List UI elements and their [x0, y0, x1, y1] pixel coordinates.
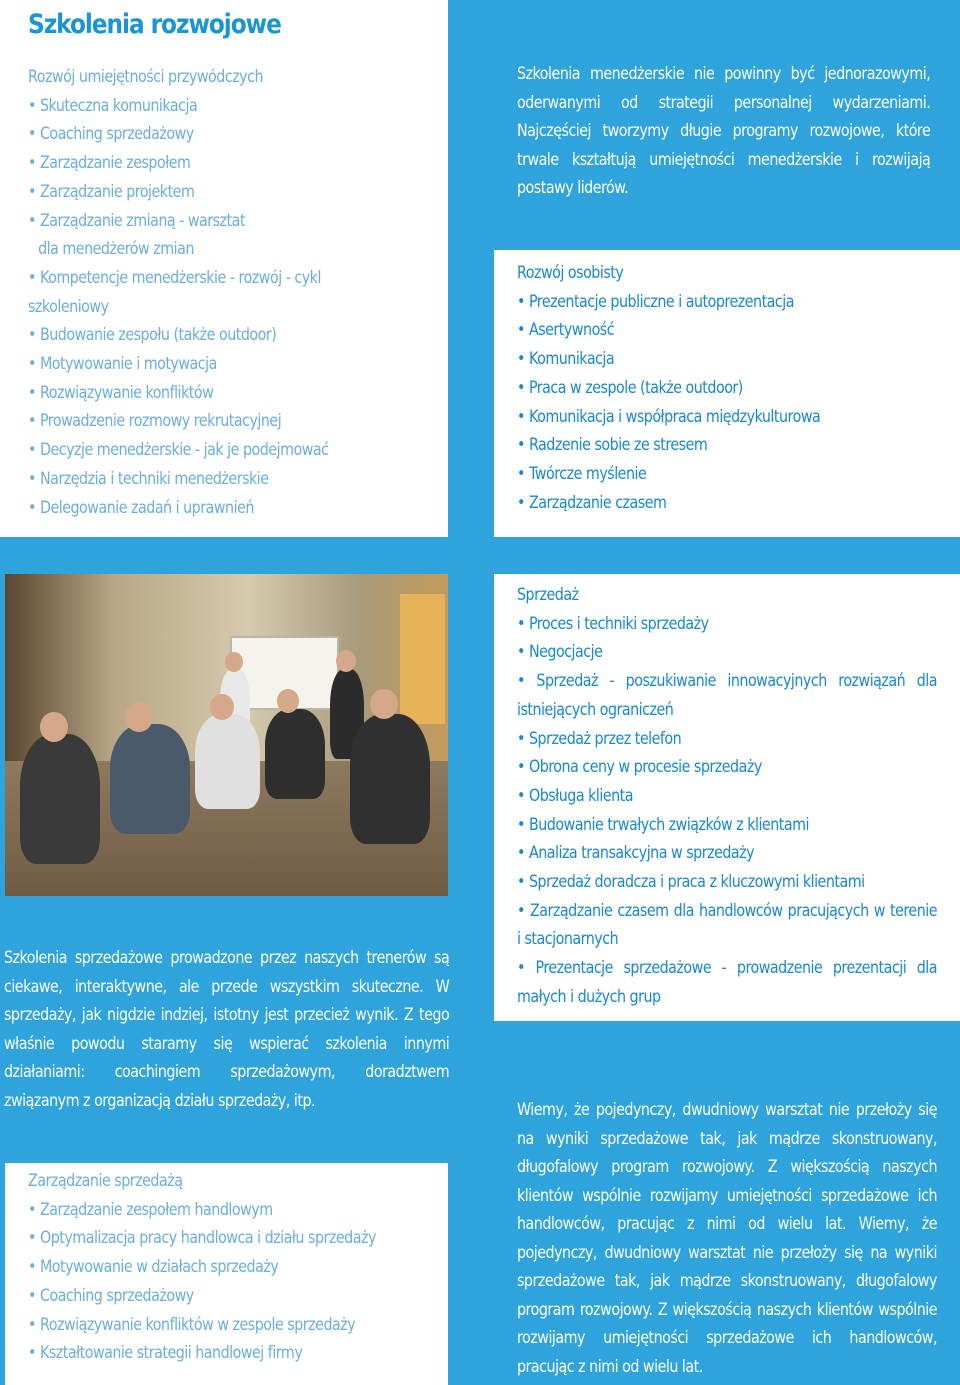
list-item: • Negocjacje — [517, 642, 603, 663]
sales-list — [517, 581, 937, 1012]
list-item: • Budowanie trwałych związków z klientami — [517, 814, 809, 835]
sales-management-box — [5, 1163, 448, 1385]
list-item: • Kształtowanie strategii handlowej firmy — [28, 1343, 303, 1364]
list-item: • Zarządzanie projektem — [28, 181, 195, 202]
list-item: • Motywowanie w działach sprzedaży — [28, 1257, 279, 1278]
list-item: szkoleniowy — [28, 296, 109, 317]
list-item: • Zarządzanie zespołem — [28, 153, 191, 174]
list-item: • Zarządzanie zespołem handlowym — [28, 1199, 273, 1220]
list-heading: Rozwój umiejętności przywódczych — [28, 67, 264, 87]
list-item: • Rozwiązywanie konfliktów w zespole sprzedaży — [28, 1314, 356, 1335]
list-item: • Praca w zespole (także outdoor) — [517, 377, 743, 398]
list-heading: Sprzedaż — [517, 585, 579, 605]
closing-paragraph-block — [517, 1096, 960, 1381]
personal-box — [494, 250, 960, 537]
list-item: • Analiza transakcyjna w sprzedaży — [517, 843, 755, 864]
list-item: • Motywowanie i motywacja — [28, 354, 217, 375]
list-item: • Sprzedaż - poszukiwanie innowacyjnych rozwiązań dla istniejących ograniczeń — [517, 671, 937, 720]
sales-paragraph: Szkolenia sprzedażowe prowadzone przez naszych trenerów są ciekawe, interaktywne, ale przede wszystkim skuteczne. W sprzedaży, jak nigdzie indziej, istotny jest przecież wynik. Z tego właśnie powodu staramy się wspierać szkolenia innymi działaniami: coachingiem sprzedażowym, doradztwem związanym z organizacją działu sprzedaży, itp. — [4, 948, 450, 1111]
list-item: • Komunikacja i współpraca międzykulturowa — [517, 406, 821, 427]
list-item: • Coaching sprzedażowy — [28, 1285, 194, 1306]
list-item: • Skuteczna komunikacja — [28, 95, 198, 116]
list-item: • Komunikacja — [517, 349, 615, 370]
sales-management-list — [28, 1167, 381, 1368]
list-item: • Rozwiązywanie konfliktów — [28, 382, 214, 403]
list-item: dla menedżerów zmian — [38, 239, 194, 260]
list-item: • Delegowanie zadań i uprawnień — [28, 497, 254, 518]
list-item: • Budowanie zespołu (także outdoor) — [28, 325, 277, 346]
list-item: • Obsługa klienta — [517, 785, 633, 806]
list-item: • Zarządzanie czasem — [517, 492, 667, 513]
page-title: Szkolenia rozwojowe — [28, 9, 281, 40]
list-item: • Narzędzia i techniki menedżerskie — [28, 468, 269, 489]
list-item: • Radzenie sobie ze stresem — [517, 435, 708, 456]
list-item: • Proces i techniki sprzedaży — [517, 613, 709, 634]
leadership-list — [28, 63, 381, 522]
list-item: • Asertywność — [517, 320, 615, 341]
list-item: • Prezentacje publiczne i autoprezentacja — [517, 291, 794, 312]
list-item: • Optymalizacja pracy handlowca i działu sprzedaży — [28, 1228, 376, 1249]
list-item: • Zarządzanie zmianą - warsztat — [28, 210, 245, 231]
list-item: • Obrona ceny w procesie sprzedaży — [517, 757, 762, 778]
personal-list — [517, 259, 889, 517]
managerial-paragraph: Szkolenia menedżerskie nie powinny być jednorazowymi, oderwanymi od strategii personalnej wydarzeniami. Najczęściej tworzymy długie programy rozwojowe, które trwale kształtują umiejętności menedżerskie i rozwijają postawy liderów. — [517, 64, 931, 198]
sales-box — [494, 574, 960, 1021]
list-heading: Rozwój osobisty — [517, 263, 624, 283]
list-item: • Kompetencje menedżerskie - rozwój - cykl — [28, 267, 321, 288]
sales-paragraph-block — [4, 944, 534, 1115]
managerial-paragraph-block — [517, 60, 960, 203]
list-item: • Prezentacje sprzedażowe - prowadzenie prezentacji dla małych i dużych grup — [517, 958, 937, 1007]
list-item: • Decyzje menedżerskie - jak je podejmować — [28, 440, 329, 461]
list-item: • Zarządzanie czasem dla handlowców pracujących w terenie i stacjonarnych — [517, 900, 937, 950]
leadership-box — [0, 0, 448, 537]
list-item: • Twórcze myślenie — [517, 463, 647, 484]
training-photo — [5, 574, 448, 896]
closing-paragraph: Wiemy, że pojedynczy, dwudniowy warsztat nie przełoży się na wyniki sprzedażowe tak, jak mądrze skonstruowany, długofalowy program rozwojowy. Z większością naszych klientów wspólnie rozwijamy umiejętności sprzedażowe ich handlowców, pracując z nimi od wielu lat. Wiemy, że pojedynczy, dwudniowy warsztat nie przełoży się na wyniki sprzedażowe tak, jak mądrze skonstruowany, długofalowy program rozwojowy. Z większością naszych klientów wspólnie rozwijamy umiejętności sprzedażowe ich handlowców, pracując z nimi od wielu lat. — [517, 1100, 937, 1377]
list-item: • Prowadzenie rozmowy rekrutacyjnej — [28, 411, 282, 432]
list-item: • Coaching sprzedażowy — [28, 124, 194, 145]
list-heading: Zarządzanie sprzedażą — [28, 1171, 183, 1191]
list-item: • Sprzedaż doradcza i praca z kluczowymi klientami — [517, 872, 865, 893]
list-item: • Sprzedaż przez telefon — [517, 728, 682, 749]
